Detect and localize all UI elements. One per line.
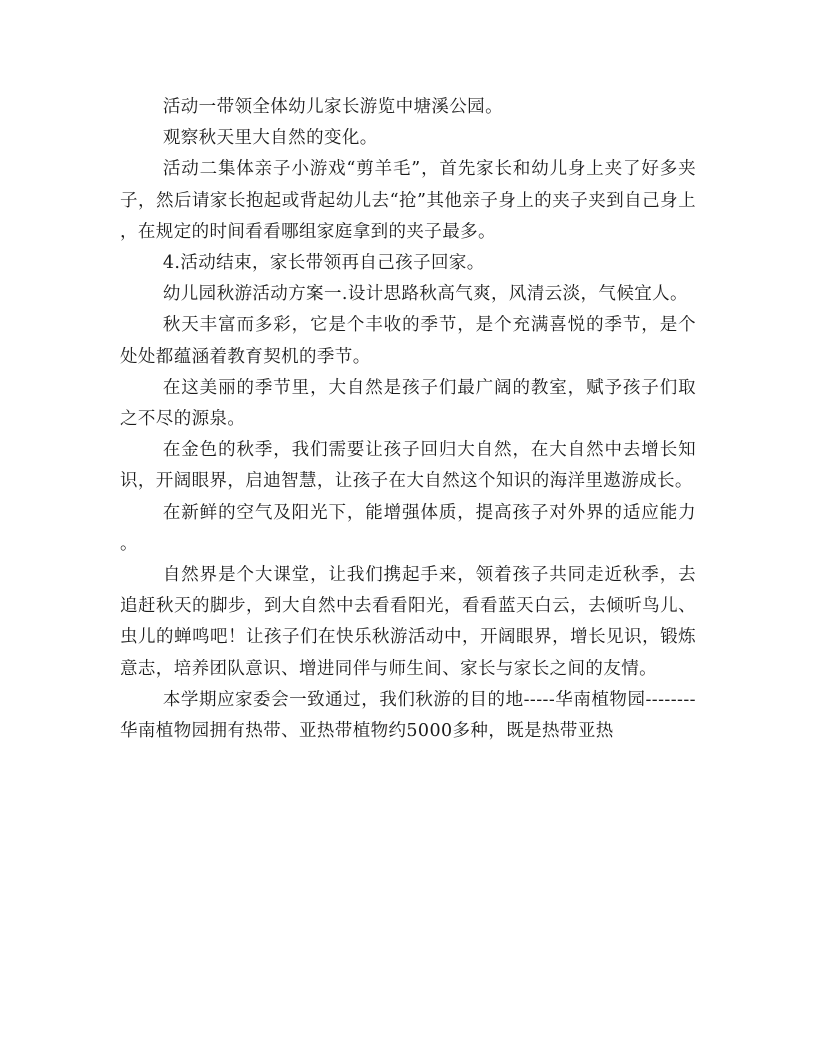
paragraph-nature-classroom: 在这美丽的季节里，大自然是孩子们最广阔的教室，赋予孩子们取之不尽的源泉。: [120, 377, 696, 430]
paragraph-fresh-air: 在新鲜的空气及阳光下，能增强体质，提高孩子对外界的适应能力。: [120, 502, 696, 554]
paragraph-activity-one: 活动一带领全体幼儿家长游览中塘溪公园。: [162, 97, 503, 117]
paragraph-autumn-rich: 秋天丰富而多彩，它是个丰收的季节，是个充满喜悦的季节，是个处处都蕴涵着教育契机的季节。: [120, 315, 696, 367]
paragraph-activity-end: 4.活动结束，家长带领再自己孩子回家。: [162, 253, 485, 274]
paragraph-golden-autumn: 在金色的秋季，我们需要让孩子回归大自然，在大自然中去增长知识，开阔眼界，启迪智慧，让孩子在大自然这个知识的海洋里遨游成长。: [120, 440, 696, 492]
paragraph-plan-intro: 幼儿园秋游活动方案一.设计思路秋高气爽，风清云淡，气候宜人。: [162, 284, 688, 305]
paragraph-observe-autumn: 观察秋天里大自然的变化。: [162, 128, 378, 149]
document-body: [120, 92, 696, 747]
paragraph-nature-big-class: 自然界是个大课堂，让我们携起手来，领着孩子共同走近秋季，去追赶秋天的脚步，到大自然中去看看阳光，看看蓝天白云，去倾听鸟儿、虫儿的蝉鸣吧！让孩子们在快乐秋游活动中，开阔眼界，增长见识，锻炼意志，培养团队意识、增进同伴与师生间、家长与家长之间的友情。: [120, 565, 696, 679]
paragraph-activity-two: 活动二集体亲子小游戏“剪羊毛”，首先家长和幼儿身上夹了好多夹子，然后请家长抱起或背起幼儿去“抢”其他亲子身上的夹子夹到自己身上，在规定的时间看看哪组家庭拿到的夹子最多。: [120, 159, 696, 242]
paragraph-destination: 本学期应家委会一致通过，我们秋游的目的地-----华南植物园--------华南植物园拥有热带、亚热带植物约5000多种，既是热带亚热: [120, 689, 696, 742]
